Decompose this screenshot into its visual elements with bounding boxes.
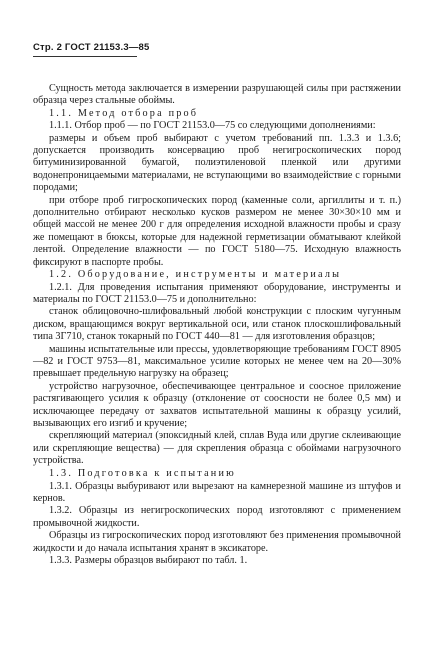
- header-rule: [33, 56, 137, 57]
- section-heading-1-1: 1.1. Метод отбора проб: [49, 107, 199, 119]
- paragraph-1-2-1: 1.2.1. Для проведения испытания применяют оборудование, инструменты и материалы по ГОСТ 21153.0—75 и дополнительно:: [33, 281, 401, 305]
- document-body: [33, 83, 401, 567]
- paragraph-1-3-2: 1.3.2. Образцы из негигроскопических пород изготовляют с применением промывочной жидкости.: [33, 505, 401, 529]
- paragraph-1-3-3: 1.3.3. Размеры образцов выбирают по табл. 1.: [49, 554, 248, 566]
- section-heading-1-2: 1.2. Оборудование, инструменты и материалы: [49, 269, 342, 281]
- paragraph-hygroscopic-samples: Образцы из гигроскопических пород изготовляют без применения промывочной жидкости и до начала испытания хранят в эксикаторе.: [33, 530, 401, 554]
- paragraph-machines-grinding: станок облицовочно-шлифовальный любой конструкции с плоским чугунным диском, вращающимся вокруг вертикальной оси, или станок плоскошлифовальный типа 3Г710, станок токарный по ГОСТ 440—81 — для изготовления образцов;: [33, 306, 401, 343]
- paragraph-1-3-1: 1.3.1. Образцы выбуривают или вырезают на камнерезной машине из штуфов и кернов.: [33, 480, 401, 504]
- paragraph-hygroscopic-sampling: при отборе проб гигроскопических пород (каменные соли, аргиллиты и т. п.) дополнительно отбирают несколько кусков размером не менее 30×30×10 мм и общей массой не менее 200 г для определения исходной влажности пробы и сразу же помещают в бюксы, которые для надежной герметизации обматывают клейкой лентой. Определение влажности — по ГОСТ 5180—75. Исходную влажность фиксируют в паспорте пробы.: [33, 194, 401, 268]
- paragraph-bonding-material: скрепляющий материал (эпоксидный клей, сплав Вуда или другие склеивающие или скрепляющие вещества) — для скрепления образца с обоймами нагрузочного устройства.: [33, 430, 401, 467]
- paragraph-testing-machines: машины испытательные или прессы, удовлетворяющие требованиям ГОСТ 8905—82 и ГОСТ 9753—81, максимальное усилие которых не менее чем на 20—30% превышает предельную нагрузку на образец;: [33, 343, 401, 380]
- page-header: Стр. 2 ГОСТ 21153.3—85: [33, 42, 150, 53]
- paragraph-sample-size: размеры и объем проб выбирают с учетом требований пп. 1.3.3 и 1.3.6; допускается производить консервацию проб негигроскопических пород битуминизированной бумагой, полиэтиленовой пленкой или другими водонепроницаемыми материалами, не вступающими во взаимодействие с горными породами;: [33, 132, 401, 194]
- section-heading-1-3: 1.3. Подготовка к испытанию: [49, 468, 236, 480]
- paragraph-method-essence: Сущность метода заключается в измерении разрушающей силы при растяжении образца через стальные обоймы.: [33, 83, 401, 107]
- paragraph-loading-device: устройство нагрузочное, обеспечивающее центральное и соосное приложение растягивающего усилия к образцу (отклонение от соосности не более 0,5 мм) и исключающее передачу от захватов испытательной машины к образцу усилий, вызывающих его изгиб и кручение;: [33, 380, 401, 429]
- paragraph-1-1-1: 1.1.1. Отбор проб — по ГОСТ 21153.0—75 со следующими дополнениями:: [49, 120, 376, 132]
